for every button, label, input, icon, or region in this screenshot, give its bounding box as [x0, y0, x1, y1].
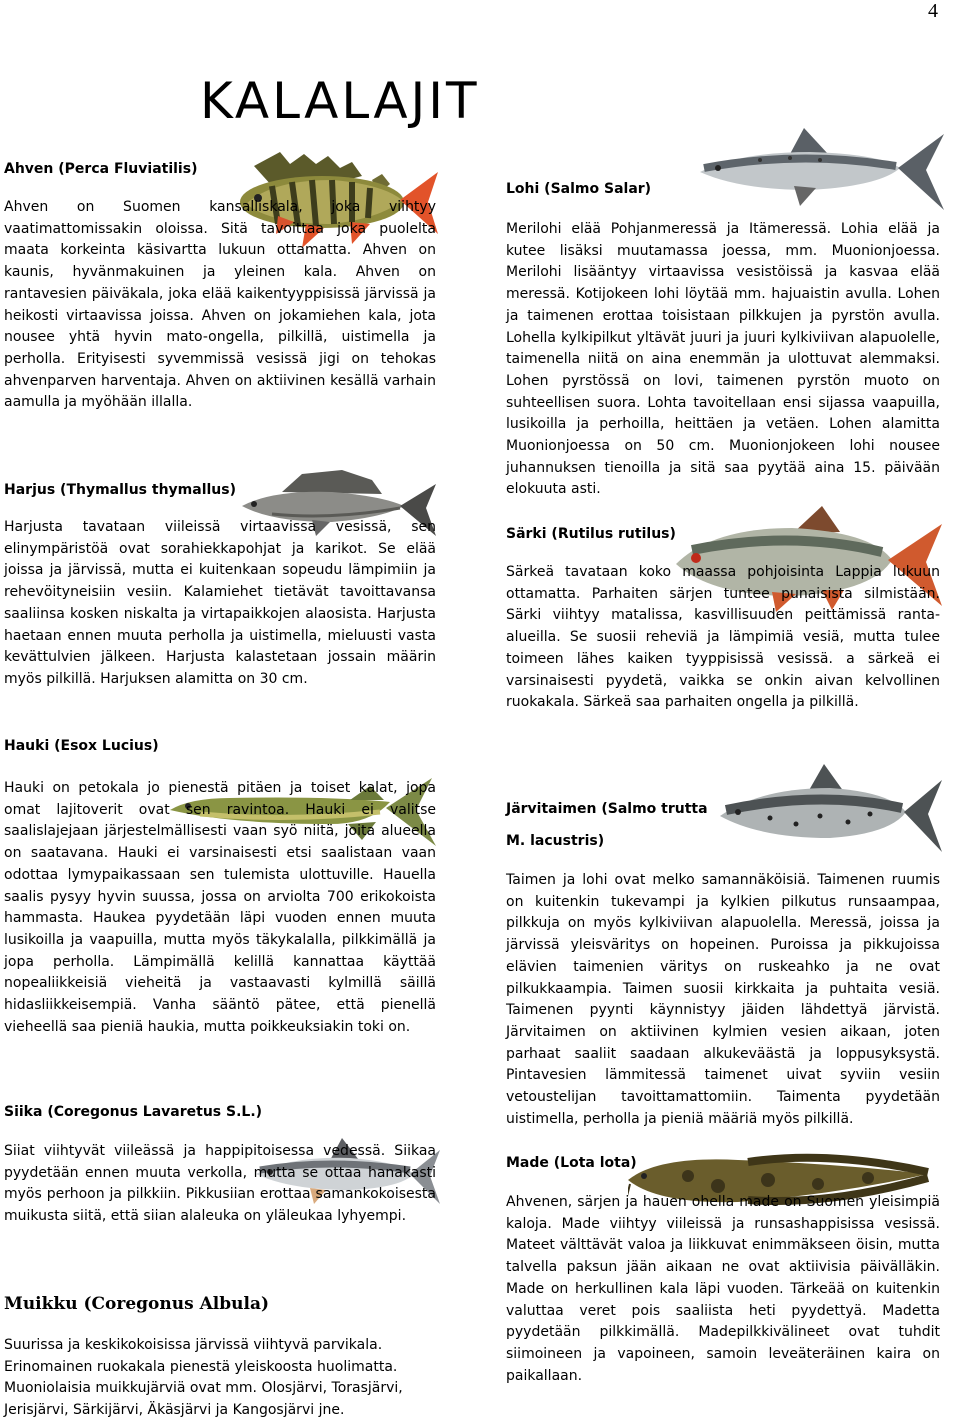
jarvitaimen-heading-line1: Järvitaimen (Salmo trutta	[506, 801, 708, 817]
hauki-heading: Hauki (Esox Lucius)	[4, 738, 159, 754]
ahven-heading: Ahven (Perca Fluviatilis)	[4, 161, 198, 177]
siika-heading: Siika (Coregonus Lavaretus S.L.)	[4, 1104, 263, 1120]
muikku-heading: Muikku (Coregonus Albula)	[4, 1294, 270, 1314]
harjus-text: Harjusta tavataan viileissä virtaavissa vesissä, sen elinympäristöä ovat sorahiekkapohjat ja karikot. Se elää joissa ja järvissä, mutta ei kuitenkaan sopeudu lämpimiin ja rehevöityneisiin vesiin. Kalamiehet tietävät tavoittavansa saaliinsa kosken niskalta ja virtapaikkojen alaosista. Harjusta haetaan ennen muuta perholla ja uistimella, mieluusti vasta kevättulvien jälkeen. Harjusta kalastetaan jossain määrin myös pilkillä. Harjuksen alamitta on 30 cm.	[4, 519, 436, 687]
jarvitaimen-text: Taimen ja lohi ovat melko samannäköisiä. Taimenen ruumis on kuitenkin tukevampi ja kylkien pilkutus runsaampaa, pilkkuja on myös kylkiviivan alapuolella. Meressä, joissa ja järvissä yleisväritys on hopeinen. Puroissa ja pikkujoissa elävien taimenien väritys on ruskeahko ja ne ovat pilkukkaampia. Taimen suosii kirkkaita ja puhtaita vesiä. Taimenen pyynti käynnistyy jäiden lähdettyä järvistä. Järvitaimen on aktiivinen kylmien vesien aikaan, joten parhaat saaliit saadaan alkukeväästä ja loppusyksystä. Pintavesien lämmitessä taimenet uivat syviin vesiin vetoustelijan tavoittamattomiin. Taimenta pyydetään uistimella, perholla ja pieniä määriä myös pilkillä.	[506, 872, 940, 1127]
sarki-heading: Särki (Rutilus rutilus)	[506, 526, 676, 542]
lohi-text: Merilohi elää Pohjanmeressä ja Itämeressä. Lohia elää ja kutee lisäksi muutamassa joessa, mm. Muonionjoessa. Merilohi lisääntyy virtaavissa vesistöissä ja kasvaa elää meressä. Kotijokeen lohi löytää mm. hajuaistin avulla. Lohen ja taimenen erottaa toisistaan pilkkujen ja pyrstön avulla. Lohella kylkipilkut yltävät juuri ja juuri kylkiviivan alapuolelle, taimenella niitä on aina enemmän ja ulottuvat alemmaksi. Lohen pyrstössä on lovi, taimenen pyrstön muoto on suhteellisen suora. Lohta tavoitellaan ensi sijassa vaapuilla, lusikoilla ja perhoilla, heittäen ja vetäen. Lohen alamitta Muonionjoessa on 50 cm. Muonionjokeen lohi nousee juhannuksen tienoilla ja sitä saa pyytää aina 15. päivään elokuuta asti.	[506, 221, 940, 498]
jarvitaimen-heading-line2: M. lacustris)	[506, 833, 605, 849]
lohi-heading: Lohi (Salmo Salar)	[506, 181, 652, 197]
harjus-heading: Harjus (Thymallus thymallus)	[4, 482, 237, 498]
made-text: Ahvenen, särjen ja hauen ohella made on Suomen yleisimpiä kaloja. Made viihtyy viileissä ja runsashappisissa vesissä. Mateet välttävät valoa ja liikkuvat enimmäkseen öisin, mutta talvella paksun jään aikaan ne ovat aktiivisia päivälläkin. Made on herkullinen kala läpi vuoden. Tärkeää on kuitenkin valuttaa veret pois saaliista heti pyydettyä. Madetta pyydetään pilkkimällä. Madepilkkivälineet ovat tuhdit siimoineen ja vapoineen, samoin leveäteräinen kaira on paikallaan.	[506, 1194, 940, 1384]
muikku-text: Suurissa ja keskikokoisissa järvissä viihtyvä parvikala. Erinomainen ruokakala pienestä yleiskoosta huolimatta. Muoniolaisia muikkujärviä ovat mm. Olosjärvi, Torasjärvi, Jerisjärvi, Särkijärvi, Äkäsjärvi ja Kangosjärvi jne.	[4, 1337, 403, 1419]
salmon-illustration	[700, 124, 944, 214]
ahven-text: Ahven on Suomen kansalliskala, joka viihtyy vaatimattomissakin oloissa. Sitä tavoittaa joka puolelta maata korkeinta käsivartta lukuun ottamatta. Ahven on kaunis, hyvänmakuinen ja yleinen kala. Ahven on rantavesien päiväkala, joka elää kaikentyyppisissä järvissä ja heikosti virtaavissa joissa. Ahven on jokamiehen kala, jota nousee yhtä hyvin mato-ongella, pilkillä, uistimella ja perholla. Erityisesti syvemmissä vesissä jigi on tehokas ahvenparven harventaja. Ahven on aktiivinen kesällä varhain aamulla ja myöhään illalla.	[4, 199, 436, 411]
page-number: 4	[928, 0, 938, 22]
page-title: KALALAJIT	[200, 72, 480, 130]
lake-trout-illustration	[720, 762, 942, 858]
sarki-text: Särkeä tavataan koko maassa pohjoisinta Lappia lukuun ottamatta. Parhaiten särjen tuntee punaisista silmistään. Särki viihtyy matalissa, kasvillisuuden peittämissä ranta-alueilla. Se suosii reheviä ja lämpimiä vesiä, mutta tulee toimeen lähes kaiken tyyppisissä vesissä. a särkeä ei varsinaisesti pyydetä, vaikka se onkin aivan kelvollinen ruokakala. Särkeä saa parhaiten ongella ja pilkillä.	[506, 564, 940, 711]
siika-text: Siiat viihtyvät viileässä ja happipitoisessa vedessä. Siikaa pyydetään ennen muuta verkolla, mutta se ottaa hanakasti myös perhoon ja pilkkiin. Pikkusiian erottaa samankokoisesta muikusta siitä, että siian alaleuka on yläleukaa lyhyempi.	[4, 1143, 436, 1225]
made-heading: Made (Lota lota)	[506, 1155, 637, 1171]
hauki-text: Hauki on petokala jo pienestä pitäen ja toiset kalat, jopa omat lajitoverit ovat sen ravintoa. Hauki ei valitse saalislajejaan järjestelmällisesti vaan syö niitä, joita alueella on saatavana. Hauki ei varsinaisesti etsi saalistaan vaan odottaa lymypaikassaan sen tulemista ulottuville. Hauella saalis pysyy hyvin suussa, jossa on arviolta 700 erikokoista hammasta. Haukea pyydetään läpi vuoden ennen muuta lusikoilla ja vaapuilla, mutta myös täkykalalla, pilkkimällä ja jopa perholla. Lämpimällä kelillä kannattaa käyttää nopealiikkeisiä vieheitä ja vastaavasti kylmillä säillä hidasliikkeisempiä. Vanha sääntö pätee, että pienellä vieheellä saa pieniä haukia, mutta poikkeuksiakin toki on.	[4, 780, 436, 1035]
